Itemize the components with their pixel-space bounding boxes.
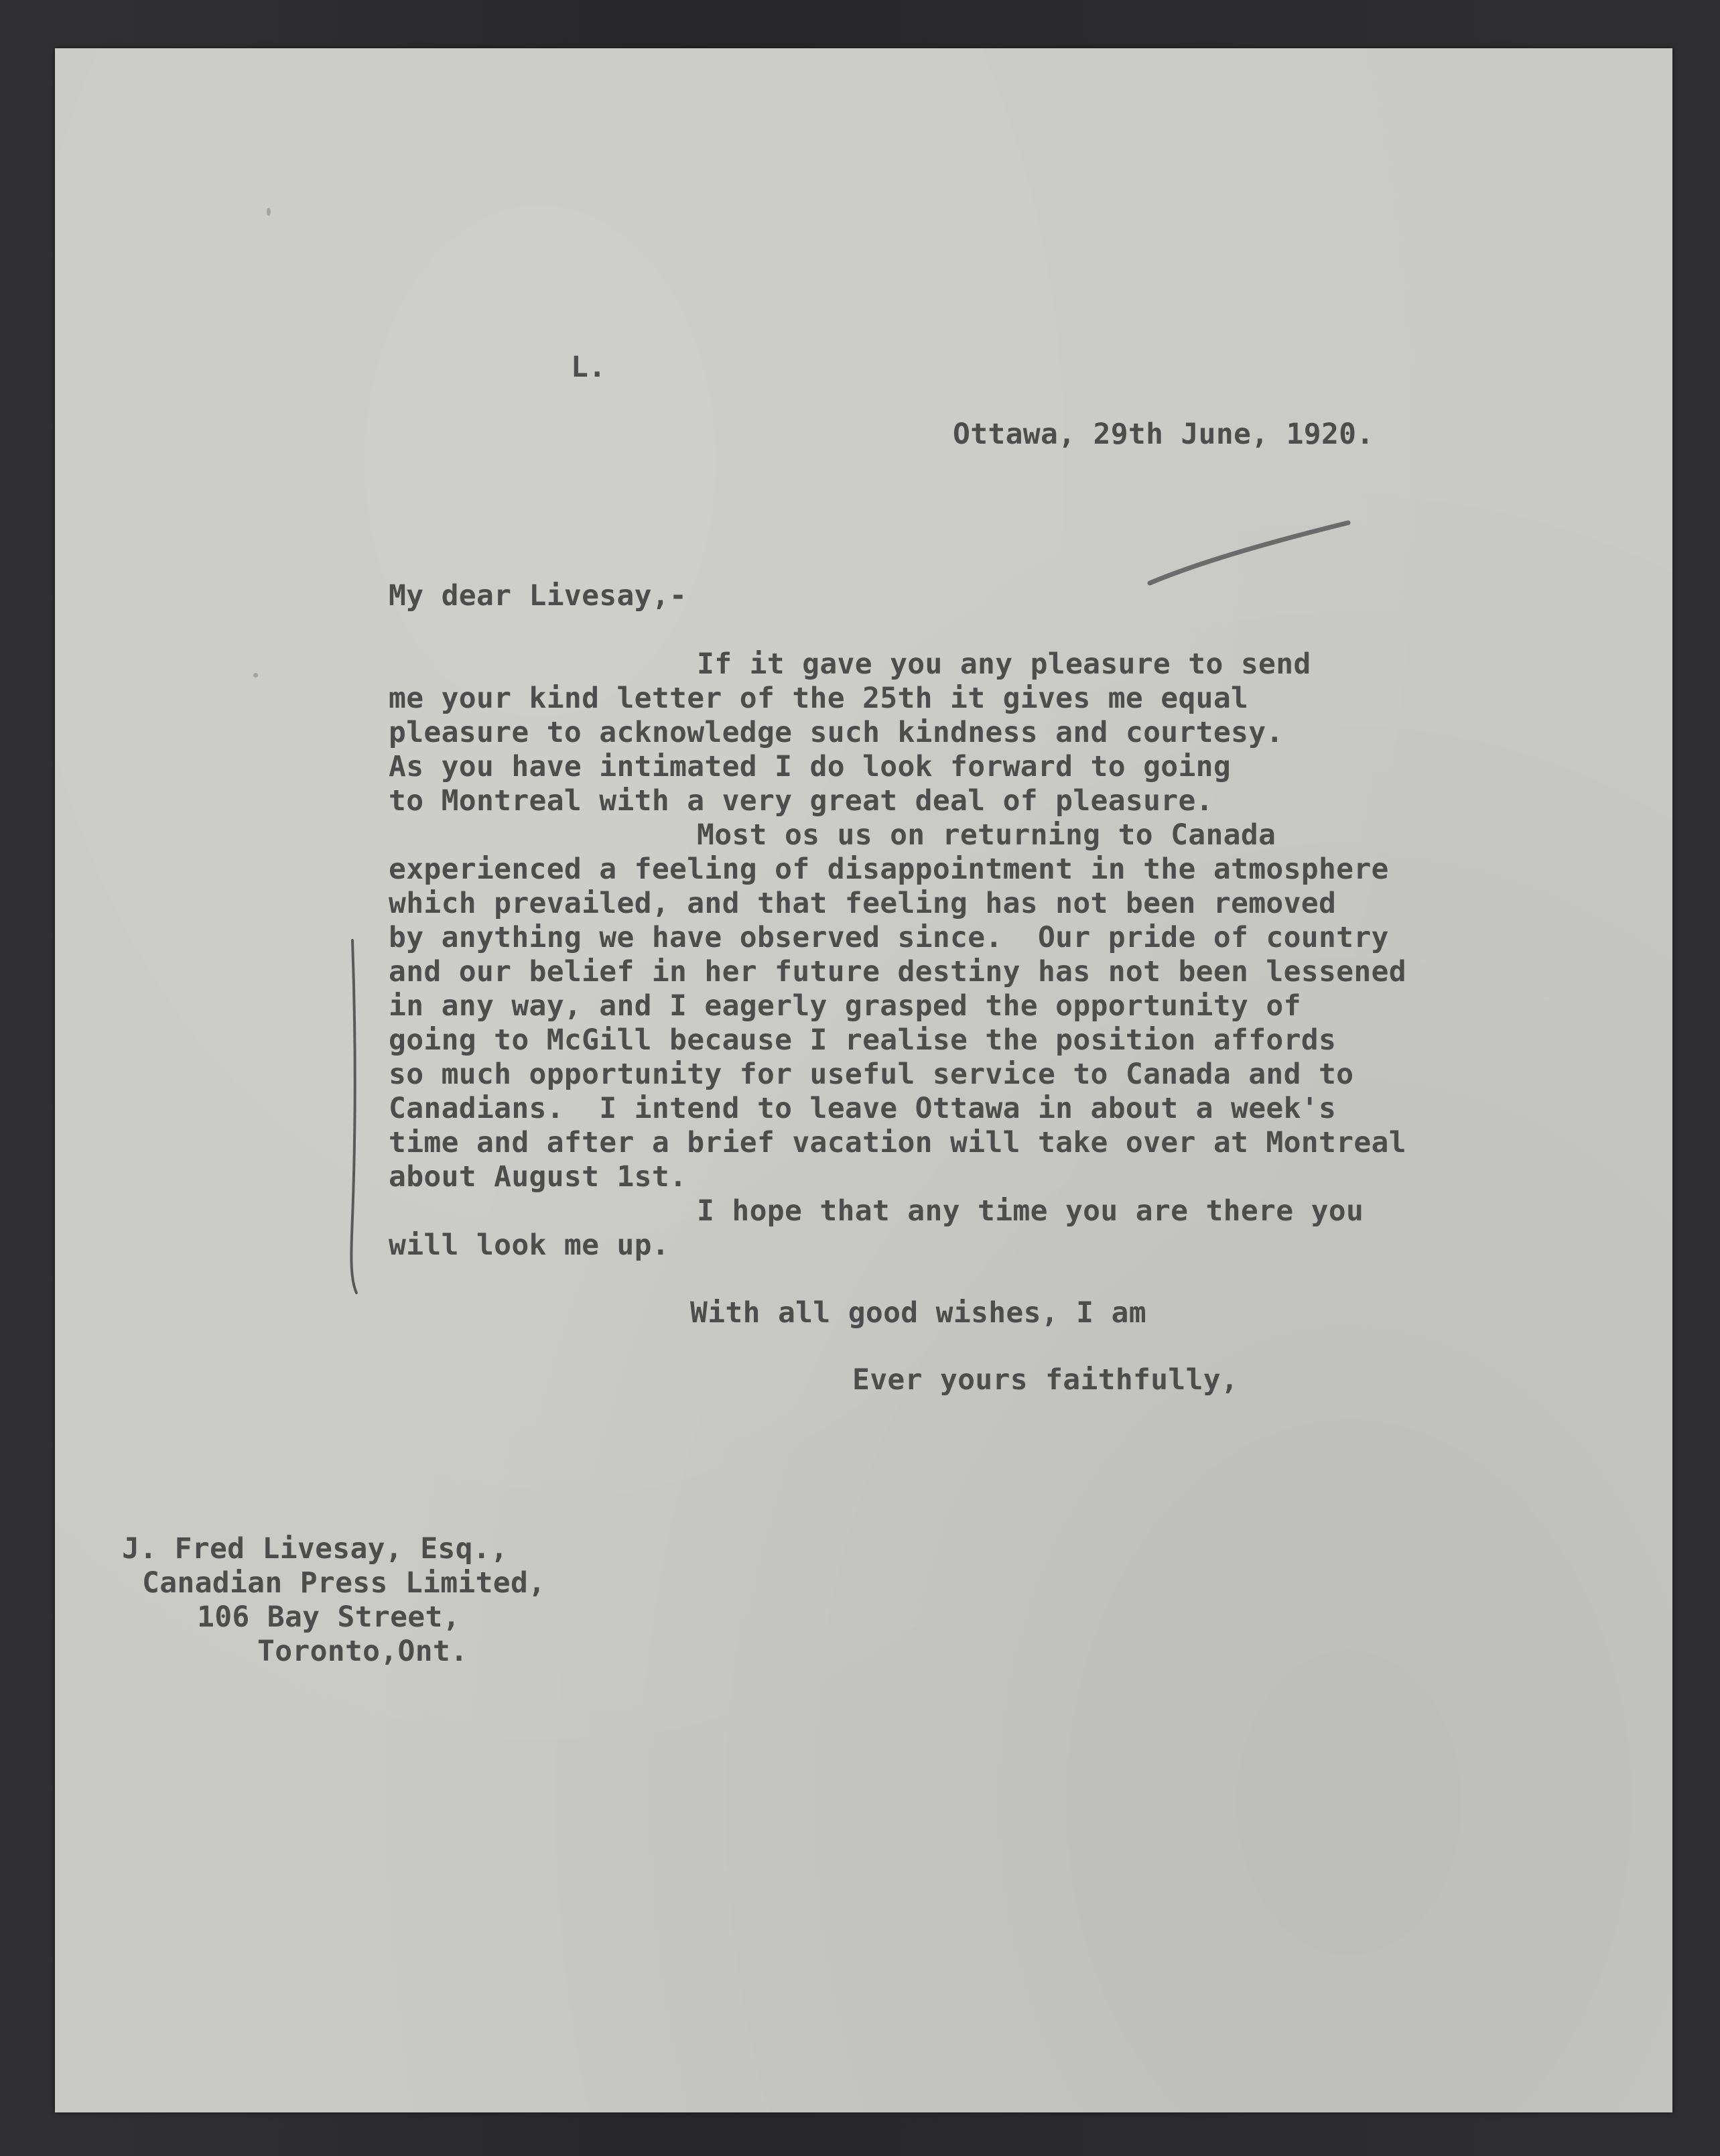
- body-line: going to McGill because I realise the position affords: [389, 1023, 1337, 1057]
- body-line: will look me up.: [389, 1228, 670, 1262]
- letter-page: [55, 48, 1672, 2112]
- body-line: time and after a brief vacation will take over at Montreal: [389, 1126, 1406, 1159]
- body-line: me your kind letter of the 25th it gives me equal: [389, 682, 1249, 715]
- body-line: in any way, and I eagerly grasped the opportunity of: [389, 989, 1301, 1023]
- address-line: 106 Bay Street,: [197, 1600, 460, 1634]
- body-line: If it gave you any pleasure to send: [697, 647, 1311, 681]
- body-line: and our belief in her future destiny has not been lessened: [389, 955, 1406, 989]
- address-line: Canadian Press Limited,: [142, 1566, 546, 1600]
- body-line: about August 1st.: [389, 1160, 687, 1194]
- paper-mark: [253, 673, 258, 678]
- body-line: experienced a feeling of disappointment in the atmosphere: [389, 852, 1389, 886]
- body-line: by anything we have observed since. Our pride of country: [389, 921, 1389, 954]
- body-line: pleasure to acknowledge such kindness and courtesy.: [389, 716, 1284, 749]
- body-line: As you have intimated I do look forward to going: [389, 750, 1232, 783]
- salutation: My dear Livesay,-: [389, 579, 687, 613]
- address-line: J. Fred Livesay, Esq.,: [122, 1532, 509, 1566]
- body-line: which prevailed, and that feeling has not been removed: [389, 887, 1337, 920]
- body-line: to Montreal with a very great deal of pleasure.: [389, 784, 1213, 818]
- paper-mark: [267, 208, 271, 216]
- pencil-margin-bracket: [343, 936, 370, 1298]
- body-line: I hope that any time you are there you: [697, 1194, 1364, 1228]
- dateline: Ottawa, 29th June, 1920.: [953, 418, 1374, 451]
- body-line: so much opportunity for useful service to Canada and to: [389, 1058, 1354, 1091]
- body-line: Canadians. I intend to leave Ottawa in about a week's: [389, 1092, 1337, 1125]
- pencil-check-mark: [1147, 517, 1355, 591]
- body-line: Most os us on returning to Canada: [697, 818, 1276, 852]
- reference-mark: L.: [571, 351, 606, 384]
- valediction: Ever yours faithfully,: [852, 1363, 1239, 1397]
- address-line: Toronto,Ont.: [257, 1635, 468, 1668]
- closing-line: With all good wishes, I am: [690, 1296, 1146, 1330]
